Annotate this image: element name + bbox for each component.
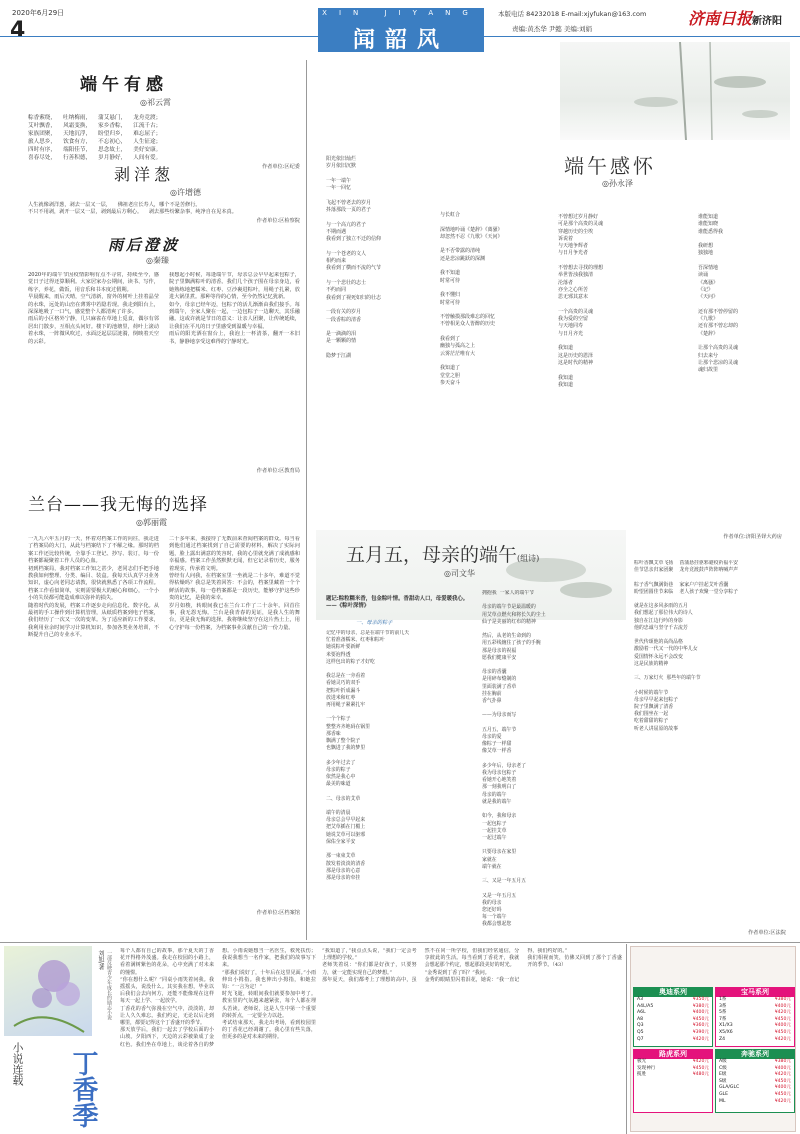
ad-series-grid xyxy=(633,987,795,1115)
article-author: ◎孙永泽 xyxy=(602,179,633,188)
ad-model: 极光 xyxy=(637,1059,647,1064)
serial-body-1: 每个人都有自己的故事，那个夏天的丁香花开得格外茂盛。我走在校园的小路上，看着满树紫色的花朵，心中充满了对未来的憧憬。 “你在想什么呢？”同桌小雨笑着问我。我摇摇头，说没什么。其实我在想，毕业以后我们会去向何方，还能不能像现在这样每天一起上学、一起放学。 丁香花的香气弥漫在空气中，淡淡的，却让人久久难忘。我们约定，无论以后走到哪里，都要记得这个丁香盛开的季节。 那天放学后，我们一起去了学校后面的小山坡。夕阳西下，天边的云彩被染成了金红色。我们坐在草地上，谈论着各自的梦想。小雨说她想当一名医生，救死扶伤；我说我想当一名作家，把我们的故事写下来。 “那我们说好了，十年后在这里见面。”小雨伸出小拇指。我也伸出小拇指，和她拉钩：“一言为定！” 时光飞逝，转眼间我们就要参加中考了。教室里的气氛越来越紧张，每个人都在埋头苦读。老师说，这是人生中第一个重要的转折点，一定要全力以赴。 考试结束那天，我走出考场，看到校园里的丁香花已经凋谢了。我心里有些失落，但更多的是对未来的期待。 xyxy=(120,948,316,1048)
serial-label: 小说连载 xyxy=(11,1042,24,1086)
ad-price: ¥400元 xyxy=(774,1065,791,1071)
lilac-illustration xyxy=(4,946,92,1036)
article-title-text: 五月五，母亲的端午 xyxy=(346,544,518,566)
ad-model: X1/X3 xyxy=(719,1023,733,1029)
poem-col-2: 与长虹合 深情地吟诵《楚辞》《离骚》 却忽然不忍《九歌》《天问》 是不否带露的清纯 还是悲凉跳跃的深渊 我不知道 时常可待 我不懂归 时常可待 不曾触摸那段难忘的回忆 不曾相见众人皆醉的历史 我看到了 幽独与孤高之上 云雾茫茫唯有大 我知道了 堂堂之胆 参天奋斗 xyxy=(440,212,503,386)
ad-price: ¥420元 xyxy=(774,1098,791,1104)
article-author: ◎郭丽霞 xyxy=(136,518,167,527)
ad-price-row xyxy=(716,1092,794,1099)
ad-model: A4L/A5 xyxy=(637,1003,654,1009)
article-note: 作者单位:区纪委 xyxy=(261,164,300,170)
ad-price: ¥450元 xyxy=(774,1078,791,1084)
paper-name xyxy=(688,6,798,34)
ad-model: GLE xyxy=(719,1091,729,1097)
poem-col-2: 拥抱我 一家人的端午节 母亲的端午节是最温暖的 用艾草点燃火和将长久的尘土 仙子是美丽的红布的精神 然后，从老的生命到的 用五彩线缠住了孩子的手腕 那是母亲的祝福 愿我们健康平安 母亲的香囊 是用碎布缝制的 里面装满了香草 挂在胸前 香气扑鼻 ——为母亲而写 五月五，端午节 母亲的爱 像粽子一样甜 像艾草一样香 多少年后，母亲老了 我为母亲包粽子 看她开心地笑着 那一刻我明白了 母亲的端午 就是我的端午 如今，我和母亲 一起包粽子 一起挂艾草 一起过端午 只要母亲在家里 家就在 端午就在 三、又是一年五月五 又是一年五月五 我的母亲 您还好吗 每一个端午 我都会想起您 xyxy=(482,590,546,928)
article-byc xyxy=(28,162,300,225)
ad-model: Q5 xyxy=(637,1029,644,1035)
article-note: 作者单位:区法院 xyxy=(747,930,786,936)
ad-series-title: 宝马系列 xyxy=(716,988,794,997)
ad-price: ¥420元 xyxy=(774,1010,791,1016)
ad-price-row xyxy=(634,1037,712,1044)
ad-price-row xyxy=(716,1059,794,1066)
ad-price: ¥450元 xyxy=(774,1016,791,1022)
editor-line: 责编:黄杰华 尹懿 美编:刘娟 xyxy=(512,25,593,33)
lilac-image xyxy=(4,946,92,1036)
ad-series-title: 奥迪系列 xyxy=(634,988,712,997)
ad-price-row xyxy=(634,1072,712,1079)
article-title: 丁香季 xyxy=(68,1050,98,1128)
page-number: 4 xyxy=(10,18,26,43)
ad-price: ¥480元 xyxy=(692,1072,709,1078)
ad-model: Q3 xyxy=(637,1023,644,1029)
serial-intro: 一部反映青少年成长的励志小说 xyxy=(106,950,112,1020)
bottom-divider xyxy=(0,942,800,943)
header-rule xyxy=(0,36,800,37)
article-body: 人生就像剥洋葱，剥去一层又一层， 佛祖老庄长寿人，哪个不是苦修行。 不只不用剥，剥开一层又一层，剥到最后方剩心。 剥去那些纷繁杂事，纯净自在见本真。 xyxy=(28,202,237,216)
ad-price: ¥400元 xyxy=(774,1085,791,1091)
article-title: 端午有感 xyxy=(80,75,168,95)
ad-price: ¥420元 xyxy=(692,1059,709,1064)
article-author: ◎司文华 xyxy=(444,569,475,578)
author-byline: 刘旭/著 xyxy=(97,950,104,971)
section-title: 闻韶风 xyxy=(352,27,449,53)
poem-col-1: 记忆中的母亲，总是在端午节的前几天 忙着准备糯米、红枣和粽叶 她说粽叶要新鲜 米要泡得透 这样包出的粽子才好吃 我总是在一旁看着 看她灵巧的双手 把粽叶折成漏斗 放进米和红枣 再用绳子紧紧扎牢 一个个粽子 整整齐齐地码在锅里 那香味 飘满了整个院子 也飘进了我的梦里 多少年过去了 母亲的粽子 依然是我心中 最美的味道 二、母亲的艾草 端午的清晨 母亲总会早早起来 把艾草插在门楣上 她说艾草可以驱邪 保佑全家平安 那一束束艾草 散发着淡淡的清香 那是母亲的心意 那是母亲的牵挂 xyxy=(326,630,410,881)
section-masthead xyxy=(318,18,484,52)
ad-price-row xyxy=(716,1085,794,1092)
header-date: 2020年6月29日 xyxy=(12,9,65,17)
ad-series-box xyxy=(715,987,795,1047)
ad-price-row xyxy=(716,1072,794,1079)
ad-model: 3系 xyxy=(719,1003,727,1009)
ad-model: A6L xyxy=(637,1010,646,1016)
ad-model: 揽胜 xyxy=(637,1072,647,1078)
ad-model: S级 xyxy=(719,1078,727,1084)
ad-price: ¥450元 xyxy=(774,1091,791,1097)
ink-landscape-image xyxy=(560,42,790,140)
ad-model: 7系 xyxy=(719,1016,727,1022)
article-author: ◎秦臻 xyxy=(146,256,169,265)
ad-model: X5/X6 xyxy=(719,1029,733,1035)
article-dwyg xyxy=(28,70,300,171)
ad-price-row xyxy=(716,997,794,1004)
ad-price-row xyxy=(634,1010,712,1017)
article-body: 一九九六年五月的一天，怀着对档案工作的向往，我走进了档案局的大门，从此与档案结下了不解之缘。那时的档案工作还比较传统，全靠手工登记、抄写、装订，每一份档案都凝聚着工作人员的心血。 初到档案局，我对档案工作知之甚少，老同志们手把手地教我如何整理、分类、编目、装盒。我每天认真学习业务知识，虚心向老同志请教，很快就熟悉了各项工作流程。档案工作看似简单，实则需要极大的耐心和细心，一个小小的失误都可能造成难以弥补的损失。 随着时代的发展，档案工作逐步走向信息化、数字化。从最初的手工操作到计算机管理，从纸质档案到电子档案，我们经历了一次又一次的变革。为了适应新的工作要求，我利用业余时间学习计算机知识，参加各类业务培训，不断提升自己的专业水平。 二十多年来，我接待了无数前来查阅档案的群众。每当看到他们通过档案找到了自己需要的材料，解决了实际问题，脸上露出满意的笑容时，我的心里就充满了成就感和幸福感。档案工作虽然默默无闻，但它记录着历史，服务着现实，传承着文明。 曾经有人问我，在档案室里一坐就是二十多年，难道不觉得枯燥吗？我总是笑着回答：不会的，档案里藏着一个个鲜活的故事，每一卷档案都是一段历史，能够守护这些珍贵的记忆，是我的荣幸。 岁月如梭，转眼间我已在兰台工作了二十余年。回首往事，我无怨无悔。兰台是我青春的见证，是我人生的舞台，更是我无悔的选择。我将继续坚守在这片热土上，用心守护每一份档案，为档案事业贡献自己的一份力量。 xyxy=(28,536,300,639)
ad-price: ¥450元 xyxy=(692,1065,709,1071)
ad-price-row xyxy=(716,1030,794,1037)
ad-price: ¥400元 xyxy=(774,1003,791,1009)
contact-line: 本版电话 84232018 E-mail:xjyfukan@163.com xyxy=(498,10,647,18)
poem-col-3: 不曾想过岁月静好 可是那个高贵的灵魂 穿越历史的尘埃 诉说着 与天地争辉者 与日月争光者 不曾想去寻找的理想 举世皆浊我独清 沦落者 亦全之心所苦 思无邪其意末 一个高贵的灵魂 我为爱的空留 与天地同寿 与日月齐光 我知道 这是历史的恩泽 这是时代的精神 我知道 我知道 xyxy=(558,214,604,388)
ad-price: ¥380元 xyxy=(774,1059,791,1064)
article-note: 作者单位:区档案馆 xyxy=(256,910,300,916)
ad-model: Q7 xyxy=(637,1036,644,1042)
article-author: ◎许增德 xyxy=(170,188,201,197)
ad-model: E级 xyxy=(719,1072,727,1078)
poem-col-1: 阳光依旧灿烂 岁月依旧沉默 一年一端午 一年一回忆 飞起不曾老去的岁月 抖落那段一页的君子 与一个高亢的君子 不期而遇 我看到了独立不迁的信仰 与一个苍老的文人 相约而来 我看到了横而不流的气节 与一个悲壮的志士 不约而同 我看到了视死如归的壮志 一段有关的岁月 一段香粽的清香 是一滴滴的泪 是一颗颗的情 隐梦于江湖 xyxy=(326,156,382,360)
ad-price-row xyxy=(634,1023,712,1030)
article-title xyxy=(346,540,539,567)
car-service-ad xyxy=(630,946,796,1132)
article-note: 作者单位:区教育局 xyxy=(256,468,300,474)
article-note: 作者单位:济阳圣铎大药房 xyxy=(723,534,782,540)
ad-price: ¥360元 xyxy=(692,1023,709,1029)
paper-subname: 新济阳 xyxy=(752,16,783,27)
ad-price: ¥450元 xyxy=(774,1029,791,1035)
section-band: XIN JIYANG xyxy=(318,8,484,18)
article-yhcb xyxy=(28,234,300,475)
ad-price-row xyxy=(716,1023,794,1030)
bamboo-illustration xyxy=(560,42,790,140)
ad-price: ¥390元 xyxy=(692,1029,709,1035)
ad-price-row xyxy=(634,1059,712,1066)
ad-model: 发现神行 xyxy=(637,1065,656,1071)
ad-price-row xyxy=(716,1037,794,1044)
ad-model: 1系 xyxy=(719,997,727,1002)
ad-price: ¥380元 xyxy=(774,997,791,1002)
poem-continuation: 粽叶香飘艾草飞扬 菖蒲悬挂驱邪避疫祈福平安 佳节思亲归家团聚 龙舟竞渡鼓声阵阵呐喊声声 粽子香气飘满街巷 家家户户挂起艾叶香囊 盼望团圆佳节来临 老人孩子欢聚一堂分享粽子 就是在这多风多雨的五月 我们想起了那位伟大的诗人 独自在江边行吟的身影 他的忠诚与坚守千古流芳 世代传颂他的高尚品格 激励着一代又一代的中华儿女 爱国情怀永远不会改变 这是民族的精神 三、万家灯火 那些年的端午节 小时候的端午节 母亲早早起来包粽子 院子里飘满了清香 我们围坐在一起 吃着甜甜的粽子 听老人讲屈原的故事 xyxy=(634,560,739,732)
poem-col-4: 谁能知道 谁能知晓 谁能悉得我 我研想 独独地 吾深情地 读诵 《离骚》 《记》 《天问》 还有那不曾停留的 《九歌》 还有那不曾忘却的 《楚辞》 让那个高贵的灵魂 归去来兮 让那个悲凉的灵魂 魂归故里 xyxy=(698,214,739,374)
ad-price: ¥420元 xyxy=(692,1036,709,1042)
article-epigraph: 题记:粽粒糯米香，包金粽叶情。香甜动人口，母爱暖我心。——《粽叶深情》 xyxy=(326,596,469,610)
ad-price-row xyxy=(716,1099,794,1106)
article-title: 剥洋葱 xyxy=(114,165,175,184)
article-author: ◎祁云霄 xyxy=(140,98,171,107)
ad-price: ¥400元 xyxy=(692,1010,709,1016)
ad-model: A8 xyxy=(637,1016,644,1022)
ad-series-box xyxy=(715,1049,795,1113)
paper-logo: 济南日报 xyxy=(688,9,753,28)
ad-series-box xyxy=(633,1049,713,1113)
ad-price: ¥400元 xyxy=(774,1023,791,1029)
ad-price: ¥450元 xyxy=(692,1016,709,1022)
ad-model: GLA/GLC xyxy=(719,1085,740,1091)
ad-series-title: 奔驰系列 xyxy=(716,1050,794,1059)
article-body: 粽香萦绕， 吐纳梅雨， 蒲艾悬门， 龙舟竞渡； 艾叶飘香， 风霜变换， 家乡香粽， 江流千古； 家族团聚， 天地沉浮， 盼望归乡， 难忘屈子； 旅人思乡， 饮食有方， 不忘初心， 人生征途； 四时有序， 端阳佳节， 思念故土， 美好安康。 喜春尽处， 行善积德， 岁月静好， 人间有爱。 xyxy=(28,115,162,161)
article-subtitle: (组诗) xyxy=(517,554,540,563)
article-lantai xyxy=(28,490,300,917)
article-title: 端午感怀 xyxy=(564,154,656,178)
ad-series-title: 路虎系列 xyxy=(634,1050,712,1059)
ad-price-row xyxy=(634,1030,712,1037)
ad-model: 5系 xyxy=(719,1010,727,1016)
ad-model: Z4 xyxy=(719,1036,726,1042)
article-title: 兰台——我无悔的选择 xyxy=(28,495,208,515)
article-title: 雨后澄波 xyxy=(108,236,181,254)
ad-divider xyxy=(626,944,627,1134)
ad-price: ¥350元 xyxy=(692,997,709,1002)
ad-price-row xyxy=(716,1010,794,1017)
ad-price-row xyxy=(634,997,712,1004)
ad-price: ¥420元 xyxy=(774,1072,791,1078)
ad-model: A级 xyxy=(719,1059,727,1064)
ad-model: C级 xyxy=(719,1065,727,1071)
article-body: 2020年的端午节因疫情影响有点不寻常，持续至今，感觉日子过得还算顺利。大家居家办公期间，读书、写作，练字，养花，做饭，用音乐和书本度过假期。 早晨醒来，雨后天晴，空气清新，窗外的树叶上挂着晶莹的水珠，远处的山峦在薄雾中若隐若现。我走到阳台上，深深地吸了一口气，感觉整个人都清爽了许多。 雨后的小区格外宁静，几只麻雀在草地上觅食，偶尔有邻居出门散步，互相点头问好。楼下的池塘里，荷叶上滚动着水珠，一阵微风吹过，水面泛起层层涟漪，倒映着天空的云彩。 我想起小时候，每逢端午节，母亲总会早早起来包粽子，院子里飘满粽叶的清香。我们几个孩子围在母亲身边，看她熟练地把糯米、红枣、豆沙裹进粽叶，用绳子扎紧，放进大锅里煮。那种等待的心情，至今仍然记忆犹新。 如今，母亲已经年迈，包粽子的活儿渐渐由我们接手。每到端午，全家人聚在一起，一边包粽子一边聊天，其乐融融。这或许就是节日的意义：让亲人团聚，让传统延续，让我们在平凡的日子里感受到温暖与幸福。 雨后的阳光洒在窗台上，我泡上一杯清茶，翻开一本旧书，静静地享受这难得的宁静时光。 xyxy=(28,272,300,345)
ad-price: ¥420元 xyxy=(774,1036,791,1042)
ad-series-box xyxy=(633,987,713,1047)
article-note: 作者单位:区检察院 xyxy=(256,217,300,224)
ad-model: ML xyxy=(719,1098,726,1104)
section-heading: 一、母亲的粽子 xyxy=(356,620,393,626)
serial-body-2: “我知道了，”我点点头说，“我们一定会考上理想的学校。” 老师笑着说：“你们都是好孩子，只要努力，就一定能实现自己的梦想。” 那年夏天，我们都考上了理想的高中，虽然不在同一所学校，但我们经常通信，分享彼此的生活。每当看到丁香花开，我就会想起那个约定，想起那段美好的时光。 “金秀说到丁香了吗？”我问。 金秀的眼睛里闪着泪花，她说：“我一直记得，我们约好的。” 我们相视而笑，仿佛又回到了那个丁香盛开的季节。（43） xyxy=(322,948,622,983)
ad-model: A3 xyxy=(637,997,644,1002)
column-divider xyxy=(306,60,307,940)
ad-price: ¥380元 xyxy=(692,1003,709,1009)
